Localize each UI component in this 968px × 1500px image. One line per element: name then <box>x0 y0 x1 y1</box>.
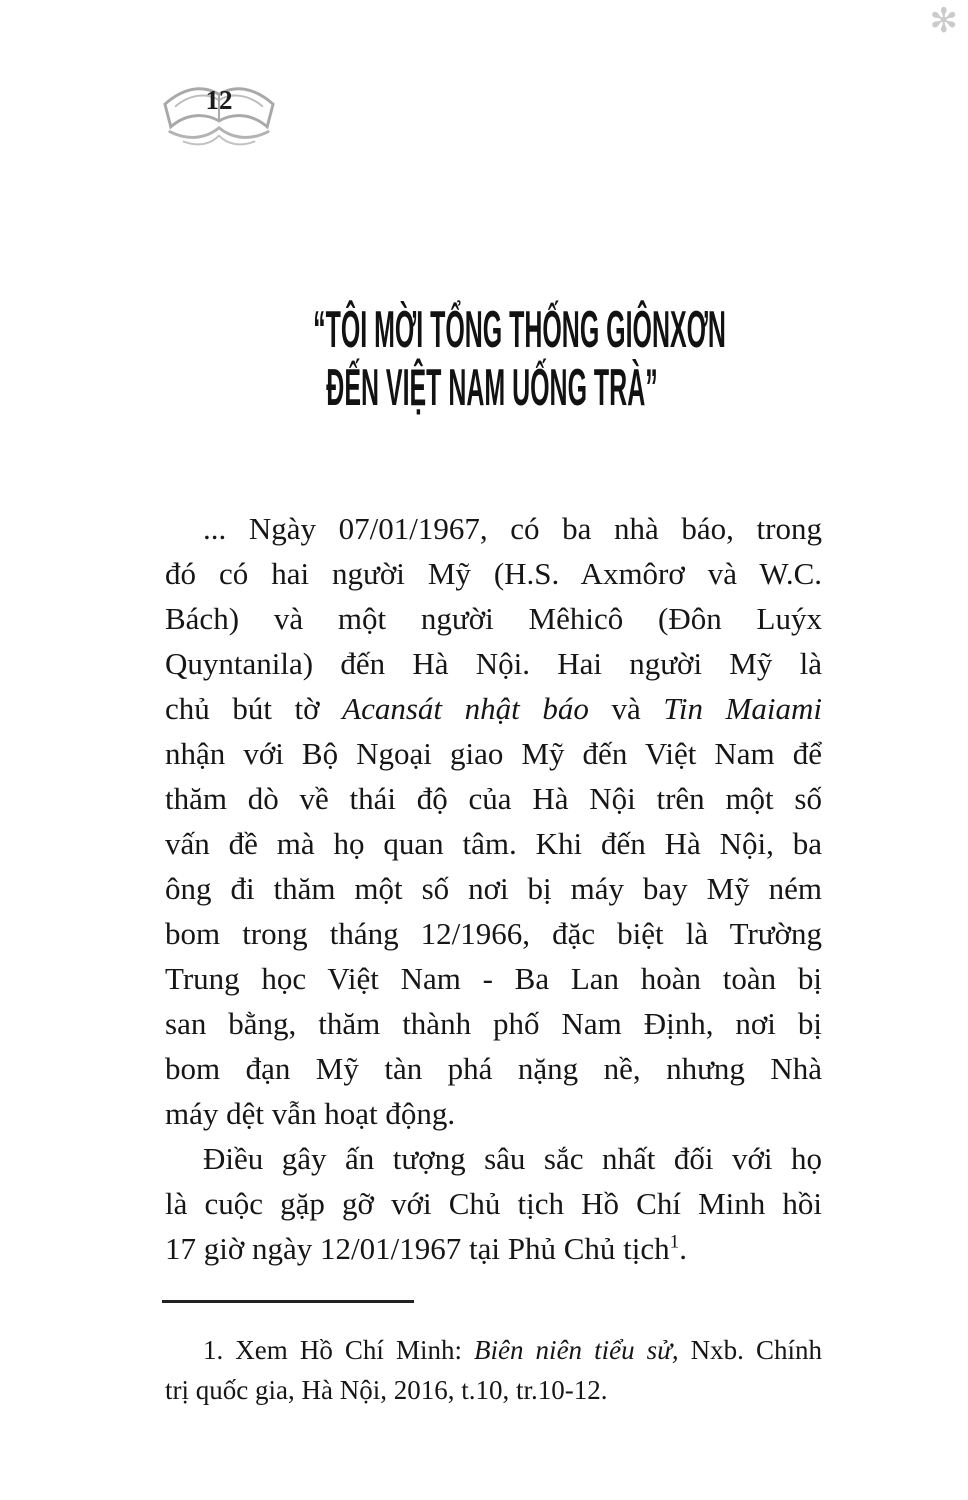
text-segment: Điều gây ấn tượng sâu sắc nhất đối với họ <box>203 1141 822 1176</box>
body-text <box>165 506 822 1271</box>
page-header-emblem <box>160 82 278 148</box>
text-line <box>165 1001 822 1046</box>
text-line <box>165 686 822 731</box>
text-line <box>165 641 822 686</box>
text-line <box>165 776 822 821</box>
text-segment: ... Ngày 07/01/1967, có ba nhà báo, trong <box>203 511 822 546</box>
footnote-reference: 1 <box>669 1231 680 1253</box>
text-line <box>165 911 822 956</box>
text-line <box>165 551 822 596</box>
flower-icon: ✻ <box>929 1 958 41</box>
page-number: 12 <box>205 85 233 115</box>
text-segment: san bằng, thăm thành phố Nam Định, nơi bị <box>165 1006 822 1041</box>
text-line <box>165 1181 822 1226</box>
text-line <box>165 1330 822 1370</box>
text-line <box>165 1226 822 1271</box>
text-segment: và <box>588 691 664 726</box>
text-line <box>165 866 822 911</box>
text-line <box>165 731 822 776</box>
text-segment: 1. Xem Hồ Chí Minh: <box>203 1335 475 1365</box>
text-segment: bom trong tháng 12/1966, đặc biệt là Trường <box>165 916 822 951</box>
footnote-separator <box>162 1300 414 1303</box>
text-segment: . <box>679 1231 687 1266</box>
text-segment: chủ bút tờ <box>165 691 343 726</box>
chapter-title-line: ĐẾN VIỆT NAM UỐNG TRÀ” <box>326 359 658 418</box>
text-segment: vấn đề mà họ quan tâm. Khi đến Hà Nội, ba <box>165 826 822 861</box>
chapter-title-line: “TÔI MỜI TỔNG THỐNG GIÔNXƠN <box>313 301 726 360</box>
chapter-title <box>148 302 836 418</box>
text-segment: trị quốc gia, Hà Nội, 2016, t.10, tr.10-12. <box>165 1375 608 1405</box>
text-segment: ông đi thăm một số nơi bị máy bay Mỹ ném <box>165 871 822 906</box>
text-segment: Nxb. Chính <box>678 1335 822 1365</box>
text-line <box>165 1091 822 1136</box>
text-segment: 17 giờ ngày 12/01/1967 tại Phủ Chủ tịch <box>165 1231 670 1266</box>
text-line <box>165 956 822 1001</box>
text-segment: nhận với Bộ Ngoại giao Mỹ đến Việt Nam để <box>165 736 822 771</box>
text-line <box>165 1370 822 1410</box>
text-segment: Biên niên tiểu sử, <box>474 1335 679 1365</box>
text-segment: Acansát nhật báo <box>342 691 589 726</box>
text-segment: thăm dò về thái độ của Hà Nội trên một số <box>165 781 822 816</box>
text-line <box>165 821 822 866</box>
footnote <box>165 1330 822 1410</box>
text-segment: Tin Maiami <box>663 691 822 726</box>
text-line <box>165 1046 822 1091</box>
text-segment: bom đạn Mỹ tàn phá nặng nề, nhưng Nhà <box>165 1051 822 1086</box>
text-line <box>165 596 822 641</box>
text-segment: Trung học Việt Nam - Ba Lan hoàn toàn bị <box>165 961 822 996</box>
text-segment: máy dệt vẫn hoạt động. <box>165 1096 456 1131</box>
text-segment: Quyntanila) đến Hà Nội. Hai người Mỹ là <box>165 646 822 681</box>
text-line <box>165 506 822 551</box>
text-segment: Bách) và một người Mêhicô (Đôn Luýx <box>165 601 822 636</box>
text-segment: là cuộc gặp gỡ với Chủ tịch Hồ Chí Minh hồi <box>165 1186 822 1221</box>
text-segment: đó có hai người Mỹ (H.S. Axmôrơ và W.C. <box>165 556 822 591</box>
text-line <box>165 1136 822 1181</box>
